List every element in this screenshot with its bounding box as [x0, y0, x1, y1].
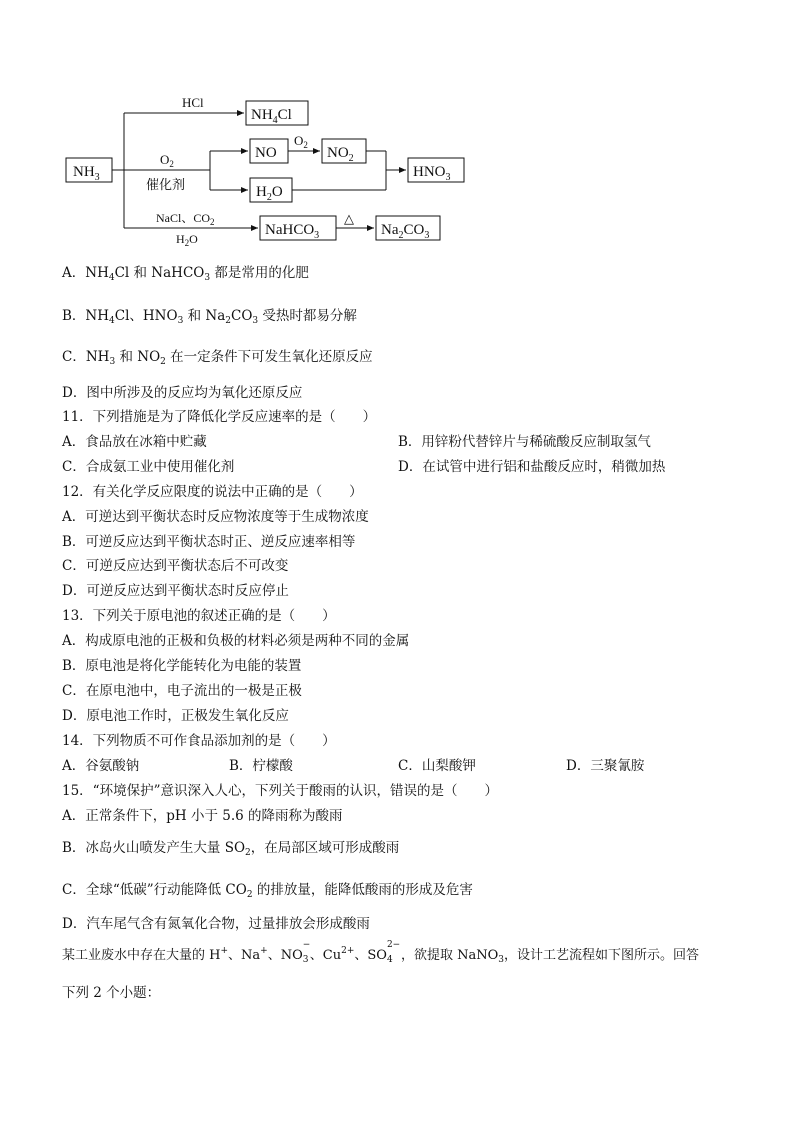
q11-option-c[interactable]: C．合成氨工业中使用催化剂 [62, 459, 235, 475]
q12-option-a[interactable]: A．可逆达到平衡状态时反应物浓度等于生成物浓度 [62, 509, 369, 525]
passage-line-2: 下列 2 个小题： [62, 985, 161, 1001]
q14-option-d[interactable]: D．三聚氰胺 [566, 758, 645, 774]
q15-option-b[interactable]: B．冰岛火山喷发产生大量 $SO_2$，在局部区域可形成酸雨 [62, 840, 400, 858]
q15-option-d[interactable]: D．汽车尾气含有氮氧化合物，过量排放会形成酸雨 [62, 916, 370, 932]
label-catalyst: 催化剂 [146, 177, 186, 192]
q14-stem: 14．下列物质不可作食品添加剂的是（ ） [62, 733, 336, 749]
q11-stem: 11．下列措施是为了降低化学反应速率的是（ ） [62, 409, 377, 425]
q15-stem: 15．“环境保护”意识深入人心，下列关于酸雨的认识，错误的是（ ） [62, 783, 498, 799]
q11-option-b[interactable]: B．用锌粉代替锌片与稀硫酸反应制取氢气 [398, 434, 651, 450]
passage-line-1: 某工业废水中存在大量的 H+、Na+、NO − 3 、$Cu^{2+}$、SO 2− 4 ，欲提取 NaNO$_3$，设计工艺流程如下图所示。回答 [62, 940, 699, 965]
q10-option-b[interactable]: B．$NH_4Cl$、$HNO_3$ 和 $Na_2CO_3$ 受热时都易分解 [62, 308, 357, 326]
q12-stem: 12．有关化学反应限度的说法中正确的是（ ） [62, 484, 363, 500]
q15-option-c[interactable]: C．全球“低碳”行动能降低 $CO_2$ 的排放量，能降低酸雨的形成及危害 [62, 882, 473, 900]
reaction-flow-diagram [60, 92, 480, 252]
label-heat: △ [344, 211, 354, 226]
label-o2-top: $O_2$ [294, 133, 308, 150]
node-no2: $NO_2$ [327, 145, 354, 164]
q14-option-a[interactable]: A．谷氨酸钠 [62, 758, 140, 774]
q13-stem: 13．下列关于原电池的叙述正确的是（ ） [62, 608, 336, 624]
q10-option-a[interactable]: A．$NH_4Cl$ 和 NaHCO$_3$ 都是常用的化肥 [62, 265, 309, 283]
node-h2o: $H_2O$ [256, 184, 283, 203]
q10-option-d[interactable]: D．图中所涉及的反应均为氧化还原反应 [62, 385, 303, 401]
node-nh4cl: $NH_4Cl$ [251, 107, 292, 126]
q13-option-a[interactable]: A．构成原电池的正极和负极的材料必须是两种不同的金属 [62, 633, 410, 649]
q12-option-d[interactable]: D．可逆反应达到平衡状态时反应停止 [62, 583, 289, 599]
q15-option-a[interactable]: A．正常条件下，pH 小于 5.6 的降雨称为酸雨 [62, 808, 343, 824]
node-hno3: $HNO_3$ [413, 164, 451, 183]
q12-option-b[interactable]: B．可逆反应达到平衡状态时正、逆反应速率相等 [62, 534, 356, 550]
q12-option-c[interactable]: C．可逆反应达到平衡状态后不可改变 [62, 558, 289, 574]
q11-option-a[interactable]: A．食品放在冰箱中贮藏 [62, 434, 207, 450]
q13-option-b[interactable]: B．原电池是将化学能转化为电能的装置 [62, 658, 302, 674]
label-nacl-co2: NaCl、$CO_2$ [156, 211, 215, 227]
node-na2co3: $Na_2CO_3$ [381, 222, 430, 241]
q13-option-c[interactable]: C．在原电池中，电子流出的一极是正极 [62, 683, 302, 699]
label-h2o-cond: $H_2O$ [176, 232, 198, 248]
label-o2-branch: $O_2$ [160, 152, 174, 169]
q14-option-b[interactable]: B．柠檬酸 [229, 758, 293, 774]
node-no: NO [255, 145, 277, 161]
q14-option-c[interactable]: C．山梨酸钾 [398, 758, 476, 774]
label-hcl: HCl [182, 95, 204, 110]
q13-option-d[interactable]: D．原电池工作时，正极发生氧化反应 [62, 708, 289, 724]
q11-option-d[interactable]: D．在试管中进行铝和盐酸反应时，稍微加热 [398, 459, 666, 475]
node-nh3: $NH_3$ [73, 164, 100, 183]
node-nahco3: NaHCO$_3$ [265, 222, 320, 241]
q10-option-c[interactable]: C．$NH_3$ 和 $NO_2$ 在一定条件下可发生氧化还原反应 [62, 349, 373, 367]
